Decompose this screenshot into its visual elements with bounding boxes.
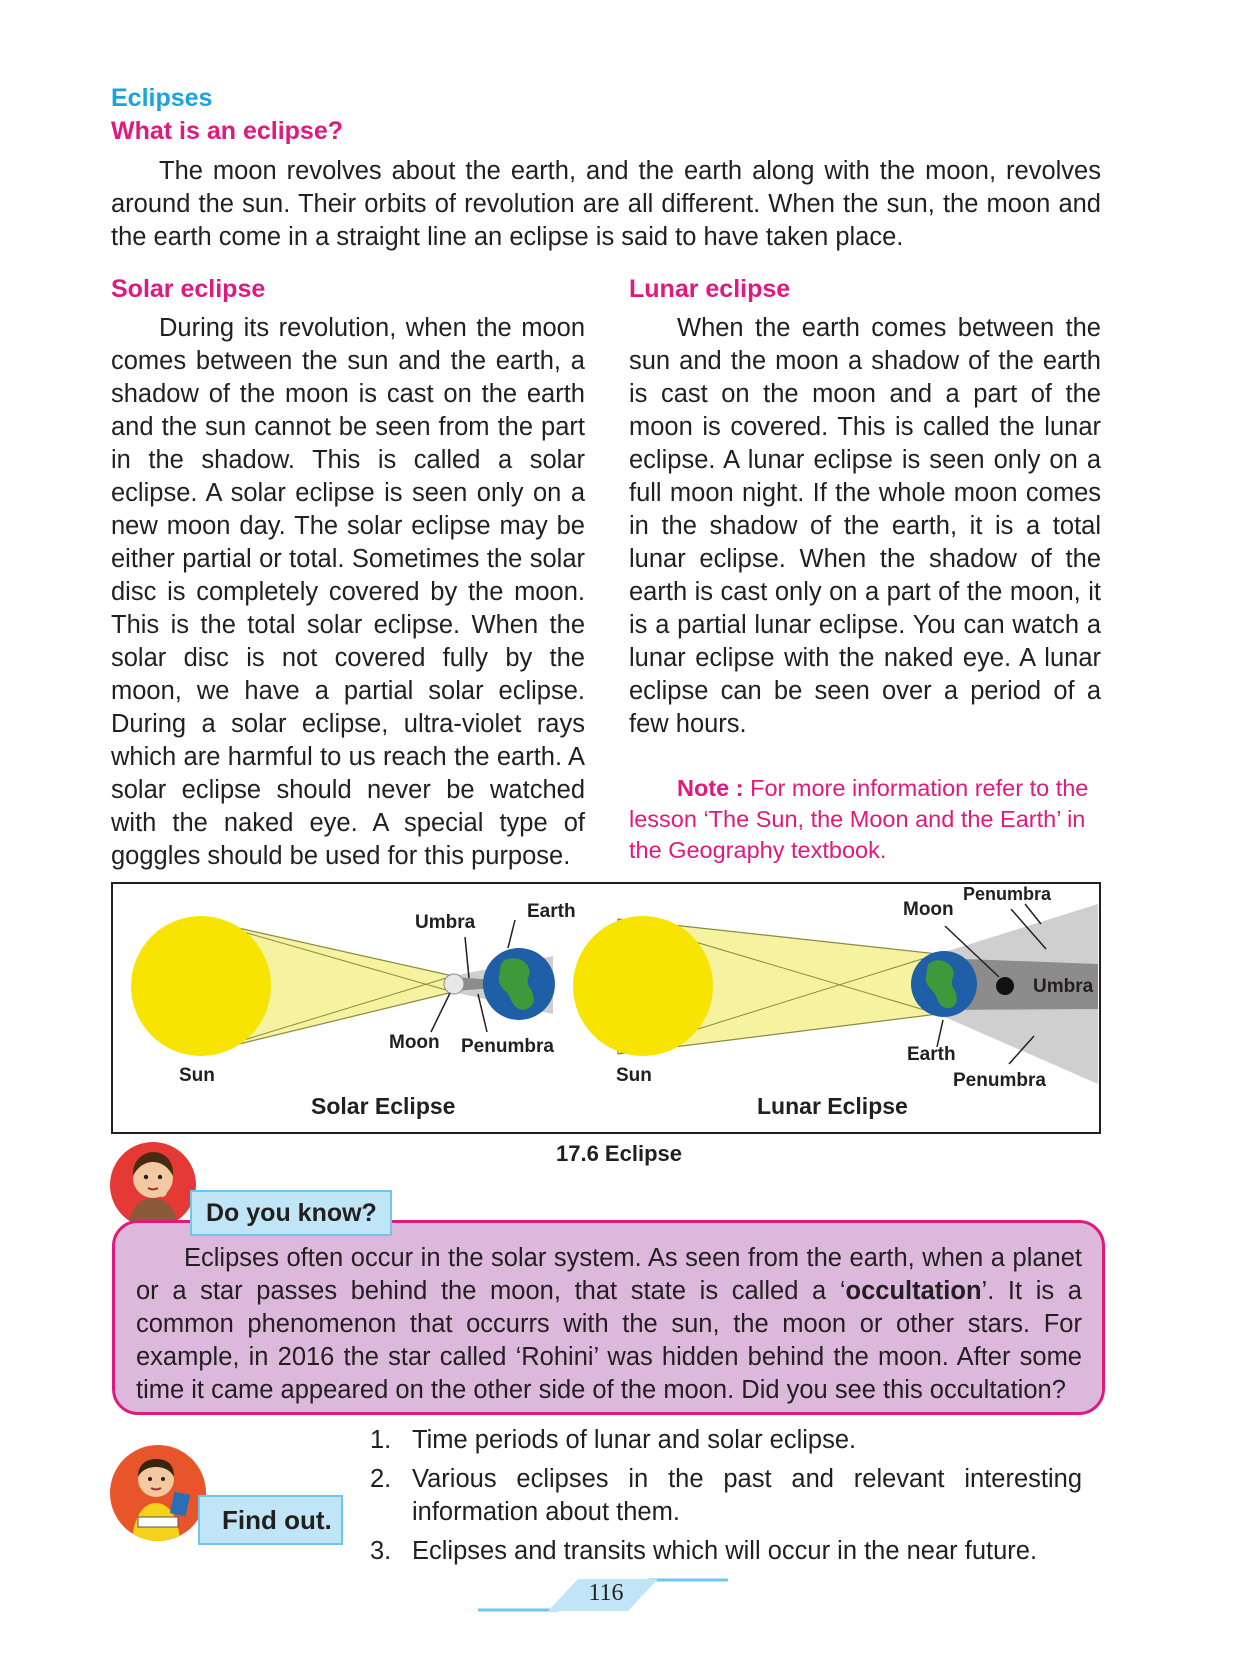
lunar-moon — [996, 977, 1014, 995]
lunar-eclipse-heading: Lunar eclipse — [629, 275, 791, 303]
list-item-text: Time periods of lunar and solar eclipse. — [412, 1426, 857, 1454]
solar-umbra-pointer — [465, 937, 469, 978]
lunar-earth-label: Earth — [907, 1044, 956, 1065]
dyk-keyword: occultation — [845, 1277, 982, 1305]
question-heading: What is an eclipse? — [111, 117, 344, 145]
solar-moon-pointer — [431, 993, 450, 1032]
find-out-label: Find out. — [198, 1495, 343, 1545]
note-label: Note : — [677, 775, 744, 801]
page-number: 116 — [588, 1580, 624, 1606]
eclipse-diagram — [113, 884, 1099, 1132]
solar-earth-label: Earth — [527, 901, 576, 922]
list-item — [370, 1463, 1082, 1529]
lunar-eclipse-title: Lunar Eclipse — [757, 1093, 908, 1119]
solar-moon — [444, 974, 464, 994]
lunar-earth-pointer — [937, 1020, 943, 1047]
girl-thinking-icon — [110, 1142, 196, 1228]
list-item-number: 1. — [370, 1426, 392, 1454]
lunar-sun — [573, 916, 713, 1056]
do-you-know-label: Do you know? — [190, 1190, 392, 1236]
intro-paragraph: The moon revolves about the earth, and the earth along with the moon, revolves around the sun. Their orbits of revolution are all different. When the sun, the moon and the earth come in a straight line an eclipse is said to have taken place. — [111, 157, 1101, 251]
note-paragraph — [629, 773, 1101, 866]
find-out-list — [370, 1424, 1082, 1574]
note-text: For more information refer to the lesson ‘The Sun, the Moon and the Earth’ in the Geography textbook. — [629, 775, 1089, 863]
list-item-number: 3. — [370, 1537, 392, 1565]
lunar-penumbra-top-label: Penumbra — [963, 884, 1052, 904]
list-item-text: Eclipses and transits which will occur in the near future. — [412, 1537, 1038, 1565]
lunar-moon-label: Moon — [903, 899, 954, 920]
solar-eclipse-heading: Solar eclipse — [111, 275, 266, 303]
list-item-number: 2. — [370, 1465, 392, 1493]
list-item — [370, 1535, 1082, 1568]
solar-eclipse-paragraph: During its revolution, when the moon comes between the sun and the earth, a shadow of the moon is cast on the earth and the sun cannot be seen from the part in the shadow. This is called a solar eclipse. A solar eclipse is seen only on a new moon day. The solar eclipse may be either partial or total. Sometimes the solar disc is completely covered by the moon. This is the total solar eclipse. When the solar disc is not covered fully by the moon, we have a partial solar eclipse. During a solar eclipse, ultra-violet rays which are harmful to us reach the earth. A solar eclipse should never be watched with the naked eye. A special type of goggles should be used for this purpose. — [111, 314, 585, 870]
dyk-text-end: ’. It is a common phenomenon that occurrs with the sun, the moon or other stars. For example, in 2016 the star called ‘Rohini’ was hidden behind the moon. After some time it came appeared on the other side of the moon. Did you see this occultation? — [136, 1277, 1082, 1404]
solar-umbra-label: Umbra — [415, 912, 476, 933]
solar-sun — [131, 916, 271, 1056]
solar-earth-pointer — [508, 920, 515, 948]
dyk-text-start: Eclipses often occur in the solar system. As seen from the earth, when a planet or a star passes behind the moon, that state is called a ‘ — [136, 1244, 1082, 1305]
solar-eclipse-title: Solar Eclipse — [311, 1093, 456, 1119]
list-item — [370, 1424, 1082, 1457]
boy-reading-icon — [110, 1445, 206, 1541]
solar-sun-label: Sun — [179, 1065, 215, 1086]
page-number-tab — [478, 1578, 728, 1612]
section-heading: Eclipses — [111, 84, 213, 112]
eclipse-figure — [111, 882, 1101, 1134]
do-you-know-text — [136, 1242, 1082, 1407]
solar-penumbra-label: Penumbra — [461, 1036, 554, 1057]
solar-moon-label: Moon — [389, 1032, 440, 1053]
list-item-text: Various eclipses in the past and relevant interesting information about them. — [412, 1465, 1082, 1526]
lunar-penumbra-bottom-label: Penumbra — [953, 1070, 1046, 1091]
lunar-penumbra-top-pointer — [1025, 904, 1041, 924]
lunar-eclipse-paragraph: When the earth comes between the sun and the moon a shadow of the earth is cast on the moon and a part of the moon is covered. This is called the lunar eclipse. A lunar eclipse is seen only on a full moon night. If the whole moon comes in the shadow of the earth, it is a total lunar eclipse. When the shadow of the earth is cast only on a part of the moon, it is a partial lunar eclipse. You can watch a lunar eclipse with the naked eye. A lunar eclipse can be seen over a period of a few hours. — [629, 314, 1101, 738]
figure-caption: 17.6 Eclipse — [556, 1141, 682, 1166]
solar-penumbra-pointer — [478, 994, 487, 1032]
lunar-umbra-label: Umbra — [1033, 976, 1094, 997]
lunar-sun-label: Sun — [616, 1065, 652, 1086]
